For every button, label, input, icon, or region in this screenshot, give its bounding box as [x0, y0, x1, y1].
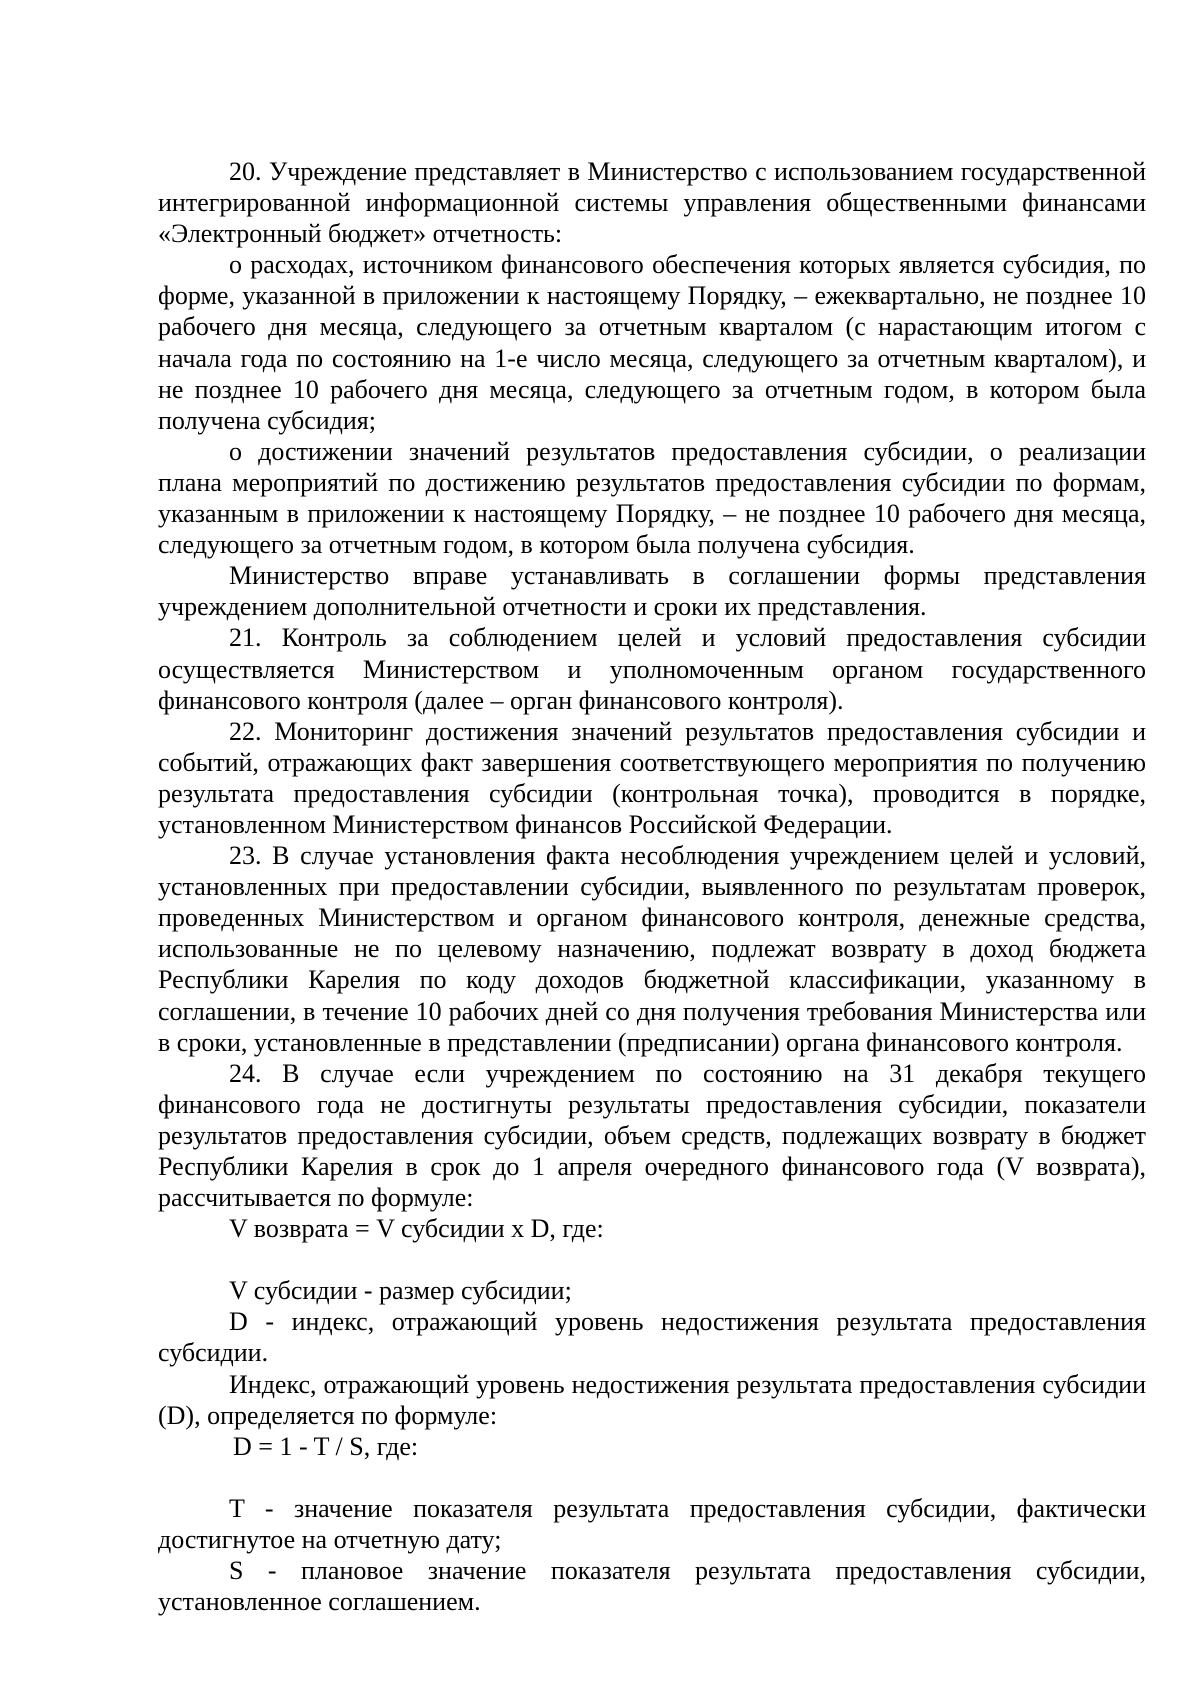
formula-d: D = 1 - T / S, где: [233, 1431, 419, 1461]
paragraph-expenses-report: о расходах, источником финансового обеспечения которых является субсидия, по форме, указанной в приложении к настоящему Порядку, – ежеквартально, не позднее 10 рабочего дня месяца, следующего за отчетным кварталом (с нарастающим итогом с начала года по состоянию на 1-е число месяца, следующего за отчетным кварталом), и не позднее 10 рабочего дня месяца, следующего за отчетным годом, в котором была получена субсидия; [158, 250, 1146, 435]
blank-line [158, 1462, 1146, 1493]
paragraph-additional-reporting: Министерство вправе устанавливать в соглашении формы представления учреждением дополнительной отчетности и сроки их представления. [158, 561, 1146, 622]
paragraph-results-report: о достижении значений результатов предоставления субсидии, о реализации плана мероприятий по достижению результатов предоставления субсидии по формам, указанным в приложении к настоящему Порядку, – не позднее 10 рабочего дня месяца, следующего за отчетным годом, в котором была получена субсидия. [158, 436, 1146, 560]
definition-s: S - плановое значение показателя результата предоставления субсидии, установленное соглашением. [158, 1556, 1146, 1617]
paragraph-23: 23. В случае установления факта несоблюдения учреждением целей и условий, установленных при предоставлении субсидии, выявленного по результатам проверок, проведенных Министерством и органом финансового контроля, денежные средства, использованные не по целевому назначению, подлежат возврату в доход бюджета Республики Карелия по коду доходов бюджетной классификации, указанному в соглашении, в течение 10 рабочих дней со дня получения требования Министерства или в сроки, установленные в представлении (предписании) органа финансового контроля. [158, 841, 1146, 1057]
paragraph-21: 21. Контроль за соблюдением целей и условий предоставления субсидии осуществляется Министерством и уполномоченным органом государственного финансового контроля (далее – орган финансового контроля). [158, 623, 1146, 715]
definition-d: D - индекс, отражающий уровень недостижения результата предоставления субсидии. [158, 1307, 1146, 1368]
definition-t: T - значение показателя результата предоставления субсидии, фактически достигнутое на отчетную дату; [158, 1493, 1146, 1554]
paragraph-20: 20. Учреждение представляет в Министерство с использованием государственной интегрированной информационной системы управления общественными финансами «Электронный бюджет» отчетность: [158, 157, 1146, 249]
formula-v-return: V возврата = V субсидии x D, где: [229, 1214, 604, 1244]
paragraph-24: 24. В случае если учреждением по состоянию на 31 декабря текущего финансового года не достигнуты результаты предоставления субсидии, показатели результатов предоставления субсидии, объем средств, подлежащих возврату в бюджет Республики Карелия в срок до 1 апреля очередного финансового года (V возврата), рассчитывается по формуле: [158, 1058, 1146, 1213]
paragraph-index-intro: Индекс, отражающий уровень недостижения результата предоставления субсидии (D), определяется по формуле: [158, 1369, 1146, 1430]
paragraph-22: 22. Мониторинг достижения значений результатов предоставления субсидии и событий, отражающих факт завершения соответствующего мероприятия по получению результата предоставления субсидии (контрольная точка), проводится в порядке, установленном Министерством финансов Российской Федерации. [158, 716, 1146, 839]
definition-v-subsidy: V субсидии - размер субсидии; [229, 1276, 572, 1306]
document-page [158, 156, 1146, 1617]
blank-line [158, 1244, 1146, 1275]
